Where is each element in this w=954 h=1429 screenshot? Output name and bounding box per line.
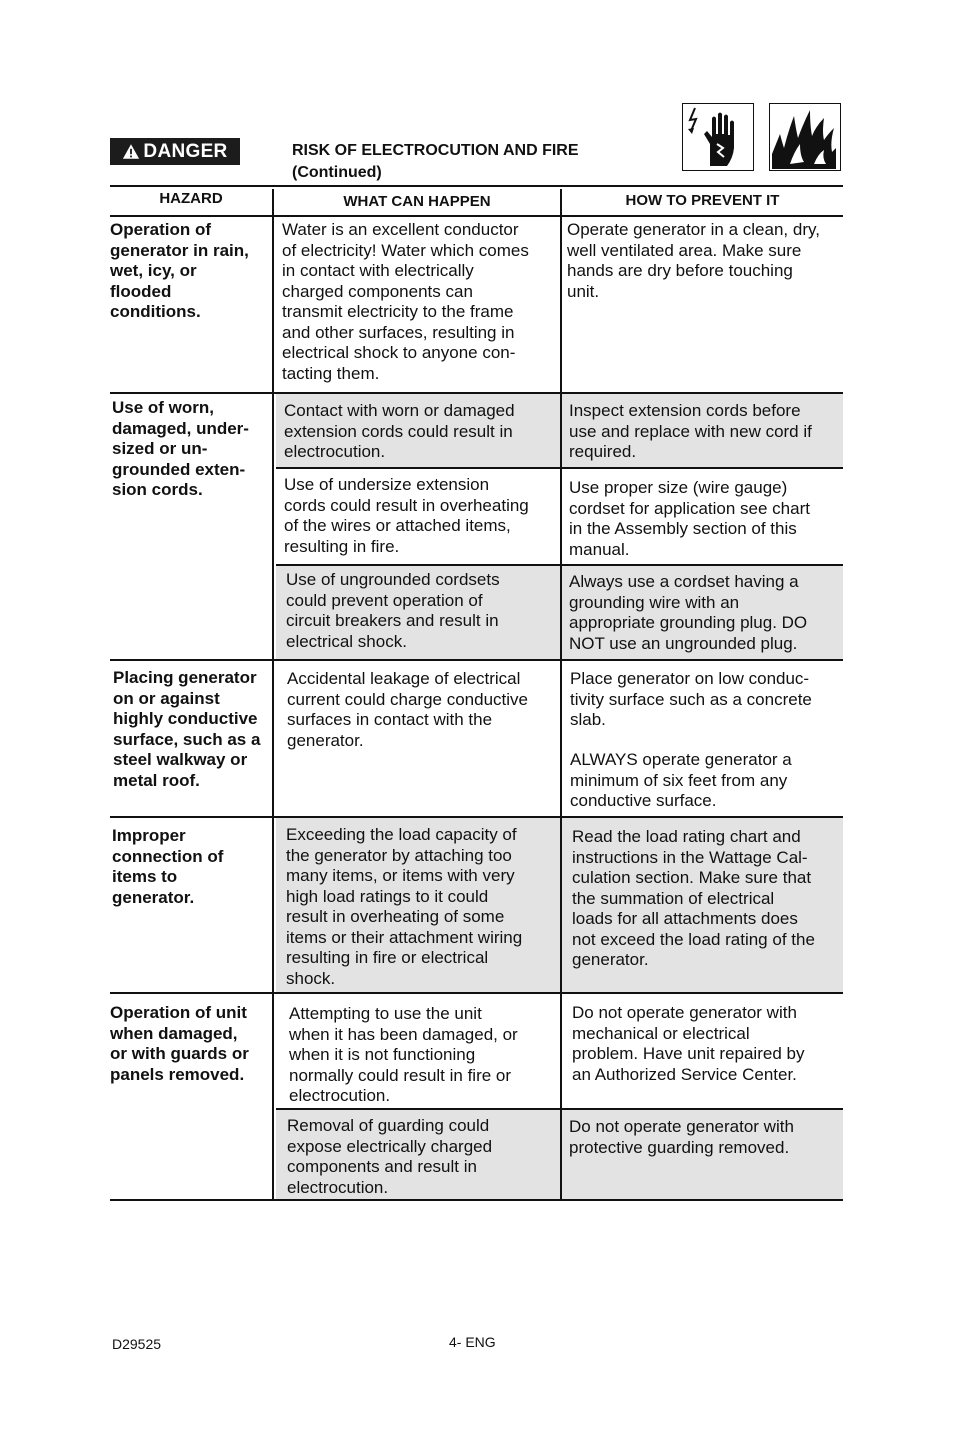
column-header-what-can-happen: WHAT CAN HAPPEN xyxy=(343,193,491,210)
hazard-cell: Operation of unit when damaged, or with guards or panels removed. xyxy=(110,1003,249,1084)
how-to-prevent-cell: Read the load rating chart and instructions in the Wattage Cal- culation section. Make sure that the summation of electrical loads for all attachments does not exceed the load rating of the generator. xyxy=(572,827,815,969)
what-can-happen-cell: Removal of guarding could expose electrically charged components and result in electrocution. xyxy=(287,1116,493,1197)
table-top-border xyxy=(110,185,843,187)
section-title-line2: (Continued) xyxy=(292,164,382,181)
what-can-happen-cell: Exceeding the load capacity of the generator by attaching too many items, or items with very high load ratings to it could result in overheating of some items or their attachment wiring resulting in fire or electrical shock. xyxy=(286,825,523,988)
hazard-cell: Operation of generator in rain, wet, icy, or flooded conditions. xyxy=(110,220,249,321)
how-to-prevent-cell: Use proper size (wire gauge) cordset for application see chart in the Assembly section of this manual. xyxy=(569,478,810,559)
what-can-happen-cell: Attempting to use the unit when it has been damaged, or when it is not functioning normally could result in fire or electrocution. xyxy=(289,1004,518,1105)
what-can-happen-cell: Contact with worn or damaged extension cords could result in electrocution. xyxy=(284,401,515,461)
column-divider xyxy=(560,189,562,1200)
row-divider xyxy=(110,992,843,994)
table-bottom-border xyxy=(110,1199,843,1201)
what-can-happen-cell: Use of ungrounded cordsets could prevent operation of circuit breakers and result in electrical shock. xyxy=(286,570,500,651)
what-can-happen-cell: Accidental leakage of electrical current could charge conductive surfaces in contact with the generator. xyxy=(287,669,528,750)
how-to-prevent-cell: ALWAYS operate generator a minimum of six feet from any conductive surface. xyxy=(570,750,792,810)
hazard-cell: Use of worn, damaged, under- sized or un- grounded exten- sion cords. xyxy=(112,398,249,499)
how-to-prevent-cell: Place generator on low conduc- tivity surface such as a concrete slab. xyxy=(570,669,812,729)
section-title xyxy=(292,140,579,184)
section-title-line1: RISK OF ELECTROCUTION AND FIRE xyxy=(292,142,579,159)
how-to-prevent-cell: Do not operate generator with mechanical or electrical problem. Have unit repaired by an Authorized Service Center. xyxy=(572,1003,805,1084)
column-header-hazard: HAZARD xyxy=(159,190,223,207)
column-divider xyxy=(272,189,274,1200)
danger-badge xyxy=(110,138,240,165)
fire-flames-icon xyxy=(769,103,841,171)
electric-shock-hand-icon xyxy=(682,103,754,171)
how-to-prevent-cell: Always use a cordset having a grounding wire with an appropriate grounding plug. DO NOT use an ungrounded plug. xyxy=(569,572,808,653)
how-to-prevent-cell: Operate generator in a clean, dry, well ventilated area. Make sure hands are dry before touching unit. xyxy=(567,220,820,301)
hazard-cell: Placing generator on or against highly conductive surface, such as a steel walkway or metal roof. xyxy=(113,668,261,790)
table-header-border xyxy=(110,215,843,217)
column-header-how-to-prevent: HOW TO PREVENT IT xyxy=(625,192,780,209)
how-to-prevent-cell: Do not operate generator with protective guarding removed. xyxy=(569,1117,794,1157)
danger-label: DANGER xyxy=(143,141,228,162)
what-can-happen-cell: Use of undersize extension cords could result in overheating of the wires or attached items, resulting in fire. xyxy=(284,475,529,556)
row-divider xyxy=(110,816,843,818)
hazard-cell: Improper connection of items to generator. xyxy=(112,826,224,907)
warning-triangle-icon xyxy=(122,143,140,160)
how-to-prevent-cell: Inspect extension cords before use and replace with new cord if required. xyxy=(569,401,812,461)
row-divider xyxy=(110,392,843,394)
page-number: 4- ENG xyxy=(449,1334,496,1350)
row-divider xyxy=(110,659,843,661)
what-can-happen-cell: Water is an excellent conductor of electricity! Water which comes in contact with electrically charged components can transmit electricity to the frame and other surfaces, resulting in electrical shock to anyone con- tacting them. xyxy=(282,220,529,383)
document-code: D29525 xyxy=(112,1336,162,1352)
